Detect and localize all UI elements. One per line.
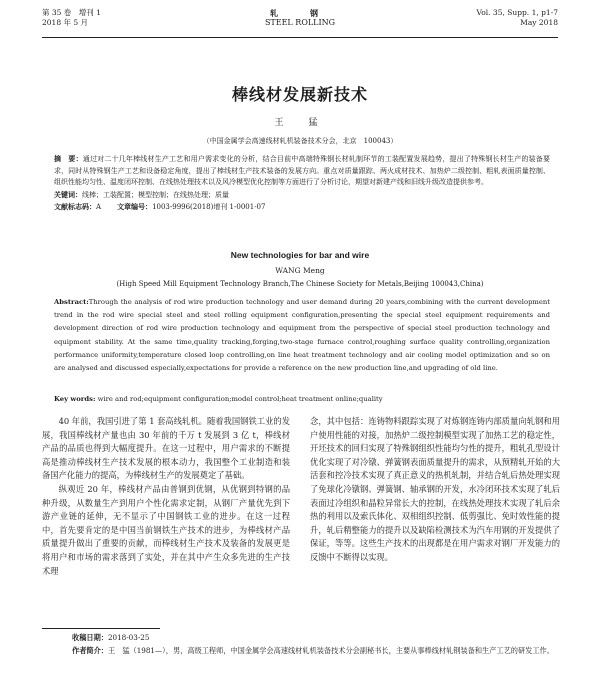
footnote-rule: [42, 628, 160, 629]
footnote: [72, 632, 560, 657]
header-right: [477, 8, 558, 28]
english-affiliation: (High Speed Mill Equipment Technology Branch,The Chinese Society for Metals,Beijing 100043,China): [116, 280, 484, 288]
body-paragraph: 念，其中包括：连铸物料跟踪实现了对炼钢连铸内部质量向轧钢和用户使用性能的对接，加热炉二级控制模型实现了加热工艺的稳定性，开坯技术的回归实现了特殊钢组织性能均匀性的提升，粗轧孔型设计优化实现了对冷镦、弹簧钢表面质量提升的需求，从预精轧开始的大活套和控冷技术实现了真正意义的热机轧制，并结合轧后热处理实现了免球化冷镦钢、弹簧钢、轴承钢的开发，水冷闭环技术实现了轧后表面过冷组织和晶粒异常长大的控制，在线热处理技术实现了轧后余热的利用以及索氏体化、双相组织控制、低剪强比、免时效性能的提升，轧后精整能力的提升以及缺陷检测技术为汽车用钢的开发提供了保证，等等。这些生产技术的出现都是在用户需求对钢厂开发能力的反馈中不断得以实现。: [310, 416, 560, 562]
docno-label: 文章编号：: [117, 202, 153, 211]
keywords-cn-text: 线棒；工装配置；模型控制；在线热处理；质量: [82, 190, 229, 199]
keywords-cn-label: 关键词：: [54, 189, 82, 199]
running-header: [42, 8, 558, 48]
keywords-cn: [54, 189, 550, 202]
abstract-cn: [54, 153, 550, 214]
body-paragraph: 纵观近 20 年，棒线材产品由普钢到优钢，从优钢到特钢的品种升级，从数量生产到用户个性化需求定制，从钢厂产量优先到下游产业链的延伸，无不显示了中国钢铁工业的进步。在这一过程中，首先要肯定的是中国当前钢铁生产技术的进步，为棒线材产品质量提升做出了重要的贡献，而棒线材生产技术及装备的发展更是将用户和市场的需求落到了实处，并在其中产生众多先进的生产技术理: [42, 483, 290, 576]
bio-text: 王 猛（1981—），男，高级工程师，中国金属学会高速线材轧机装备技术分会副秘书长，主要从事棒线材轧钢装备和生产工艺的研发工作。: [107, 645, 554, 655]
doc-codes: [54, 201, 550, 214]
publication-date: 2018 年 5 月: [42, 18, 89, 27]
english-author: WANG Meng: [275, 266, 325, 275]
received-date: [72, 632, 560, 645]
header-rule: [42, 37, 558, 38]
abstract-cn-label: 摘 要：: [54, 154, 83, 163]
paper-title: 棒线材发展新技术: [231, 85, 368, 104]
journal-name-en: STEEL ROLLING: [264, 18, 336, 27]
keywords-en-label: Key words:: [54, 395, 96, 403]
volume-issue: 第 35 卷 增刊 1: [42, 8, 101, 17]
body-column-left: [42, 415, 290, 578]
body-paragraph: 40 年前，我国引进了第 1 套高线轧机。随着我国钢铁工业的发展，我国棒线材产量也由 30 年前的千万 t 发展到 3 亿 t，棒线材产品的品质也得到大幅度提升。在这一过程中，用户需求的不断提高是推动棒线材生产技术发展的根本动力，我国整个工业制造和装备国产化能力的提高，为棒线材生产的发展奠定了基础。: [42, 416, 290, 481]
abstract-en: [54, 296, 550, 375]
volume-pages: Vol. 35, Supp. 1, p1-7: [476, 8, 558, 17]
keywords-en: [54, 393, 550, 405]
received-value: 2018-03-25: [107, 633, 150, 642]
abstract-en-text: Through the analysis of rod wire production technology and user demand during 20 years,combining with the current development trend in the rod wire special steel and steel rolling equipment configuration,presenting the special steel equipment requirements and development direction of rod wire production technology and equipment from the perspective of special steel production technology and equipment stability. At the same time,quality tracking,forging,two-stage furnace control,roughing surface quality controlling,organization performance uniformity,temperature closed loop controlling,on line heat treatment technology and air cooling model optimization and so on are analysed and discussed especially,expectations for provide a reference on the new production line,and upgrading of old line.: [54, 298, 550, 373]
author-bio: [72, 645, 560, 658]
clc-label: 文献标志码：: [54, 202, 96, 211]
keywords-en-text: wire and rod;equipment configuration;model control;heat treatment online;quality: [97, 395, 383, 403]
abstract-en-label: Abstract:: [54, 298, 89, 306]
english-title: New technologies for bar and wire: [230, 250, 370, 260]
abstract-cn-text: 通过对二十几年棒线材生产工艺和用户需求变化的分析，结合目前中高端特殊钢长材轧制环节的工装配置发展趋势，提出了特殊钢长材生产的装备要求，同时从特殊钢生产工艺和设备稳定角度，提出了棒线材生产技术装备的发展方向。重点对质量跟踪、两火成材技术、加热炉二级控制、粗轧表面质量控制、组织性能均匀性、温度闭环控制、在线热处理技术以及风冷模型优化控制等方面进行了分析讨论，期望对新建产线和旧线升级改造提供参考。: [54, 155, 550, 186]
publication-date-en: May 2018: [520, 18, 558, 27]
paper-author: 王 猛: [274, 118, 326, 128]
received-label: 收稿日期：: [72, 633, 108, 642]
body-column-right: [310, 415, 560, 565]
clc-value: A: [96, 203, 102, 211]
author-affiliation: （中国金属学会高速线材轧机装备技术分会，北京 100043）: [202, 137, 398, 145]
journal-name-cn: 轧 钢: [270, 8, 330, 18]
abstract-cn-body: [54, 153, 550, 189]
bio-label: 作者简介：: [72, 645, 108, 655]
docno-value: 1003-9996(2018)增刊 1-0001-07: [152, 203, 266, 211]
